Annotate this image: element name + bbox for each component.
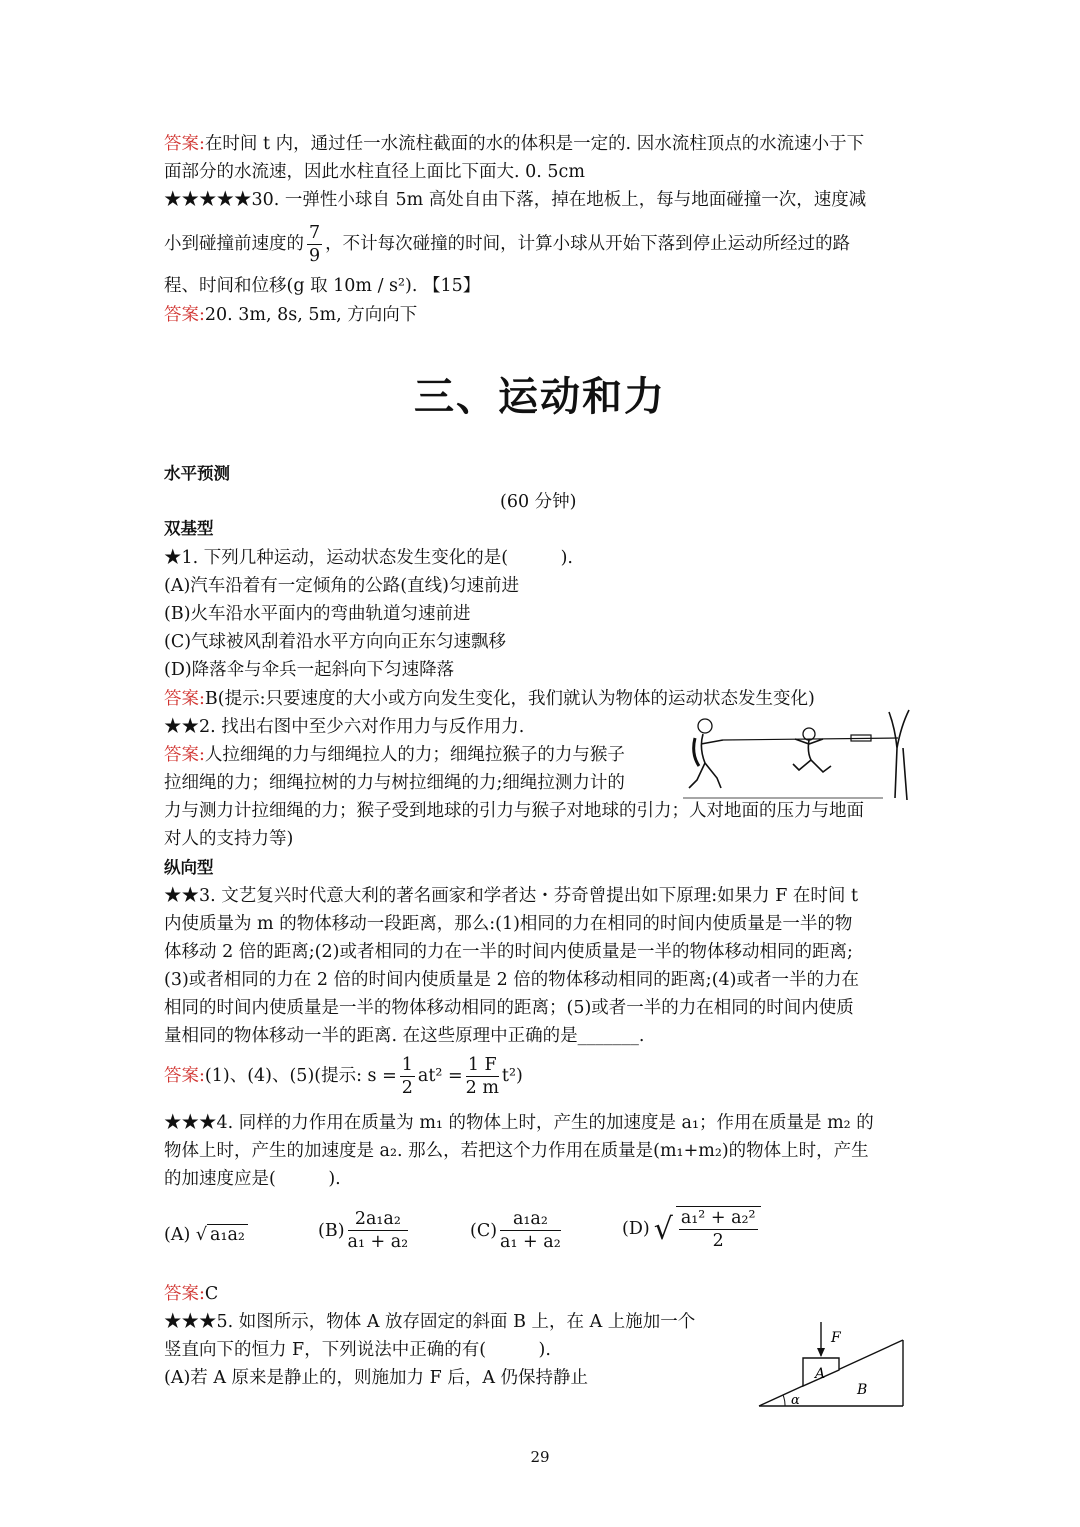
answer-text: 20. 3m, 8s, 5m, 方向向下 <box>204 305 418 325</box>
text-line: 竖直向下的恒力 F，下列说法中正确的有( ). <box>164 1340 551 1360</box>
text-line: 相同的时间内使质量是一半的物体移动相同的距离；(5)或者一半的力在相同的时间内使质 <box>164 998 854 1018</box>
text-line: (A)若 A 原来是静止的，则施加力 F 后，A 仍保持静止 <box>164 1368 589 1388</box>
text-line: 物体上时，产生的加速度是 a₂. 那么，若把这个力作用在质量是(m₁+m₂)的物体上时，产生 <box>164 1141 869 1161</box>
label-A: A <box>815 1366 826 1382</box>
denominator: 2 <box>401 1078 413 1098</box>
option-label: (B) <box>318 1220 345 1241</box>
duration: (60 分钟) <box>500 492 577 512</box>
option-label: (A) <box>164 1225 191 1245</box>
subsection-heading: 双基型 <box>164 519 214 538</box>
fraction <box>307 222 322 267</box>
denominator: a₁ + a₂ <box>347 1232 409 1252</box>
text-line: 量相同的物体移动一半的距离. 在这些原理中正确的是_______. <box>164 1026 645 1046</box>
answer-label: 答案: <box>164 745 205 765</box>
text-line: 程、时间和位移(g 取 10m / s²). 【15】 <box>164 276 481 296</box>
label-alpha: α <box>791 1393 800 1408</box>
text-line: 体移动 2 倍的距离;(2)或者相同的力在一半的时间内使质量是一半的物体移动相同的距离; <box>164 942 853 962</box>
text-line: 内使质量为 m 的物体移动一段距离，那么:(1)相同的力在相同的时间内使质量是一半的物 <box>164 914 853 934</box>
question-5: ★★★5. 如图所示，物体 A 放存固定的斜面 B 上，在 A 上施加一个 <box>164 1312 696 1332</box>
text-segment: 小到碰撞前速度的 <box>164 234 304 254</box>
subsection-heading: 纵向型 <box>164 858 214 877</box>
text-line <box>164 222 850 267</box>
numerator: 1 <box>401 1055 413 1075</box>
answer-label: 答案: <box>164 689 205 709</box>
answer-line <box>164 1053 523 1099</box>
text-line: 的加速度应是( ). <box>164 1169 341 1189</box>
formula-segment: t²) <box>501 1066 523 1086</box>
option-d: (D)降落伞与伞兵一起斜向下匀速降落 <box>164 660 455 680</box>
fraction <box>348 1208 409 1253</box>
numerator: a₁² + a₂² <box>680 1208 756 1228</box>
sqrt-symbol: √ <box>653 1211 673 1247</box>
page-number: 29 <box>530 1448 550 1466</box>
answer-line <box>164 741 625 769</box>
answer-label: 答案: <box>164 1066 205 1086</box>
text-segment: ，不计每次碰撞的时间，计算小球从开始下落到停止运动所经过的路 <box>325 234 851 254</box>
answer-line <box>164 130 864 158</box>
man-monkey-tree-figure <box>683 708 923 806</box>
text-line: (3)或者相同的力在 2 倍的时间内使质量是 2 倍的物体移动相同的距离;(4)或者一半的力在 <box>164 970 859 990</box>
answer-text: C <box>204 1284 219 1304</box>
fraction <box>500 1208 561 1253</box>
numerator: a₁a₂ <box>500 1208 561 1231</box>
text-line: 拉细绳的力；细绳拉树的力与树拉细绳的力;细绳拉测力计的 <box>164 773 625 793</box>
section-heading: 水平预测 <box>164 464 230 483</box>
answer-line <box>164 1280 218 1308</box>
q4-option-d <box>622 1206 764 1252</box>
question-3: ★★3. 文艺复兴时代意大利的著名画家和学者达・芬奇曾提出如下原理:如果力 F 在时间 t <box>164 886 859 906</box>
label-F: F <box>831 1330 841 1346</box>
text-line: 对人的支持力等) <box>164 829 294 849</box>
radicand: a₁a₂ <box>207 1224 248 1245</box>
question-30: ★★★★★30. 一弹性小球自 5m 高处自由下落，掉在地板上，每与地面碰撞一次，速度减 <box>164 190 867 210</box>
q4-option-c <box>470 1208 564 1253</box>
option-a: (A)汽车沿着有一定倾角的公路(直线)匀速前进 <box>164 576 519 596</box>
question-4: ★★★4. 同样的力作用在质量为 m₁ 的物体上时，产生的加速度是 a₁；作用在质量是 m₂ 的 <box>164 1113 874 1133</box>
formula-segment: at² = <box>417 1066 463 1086</box>
answer-text: B(提示:只要速度的大小或方向发生变化，我们就认为物体的运动状态发生变化) <box>204 689 815 709</box>
text-line: 力与测力计拉细绳的力；猴子受到地球的引力与猴子对地球的引力；人对地面的压力与地面 <box>164 801 864 821</box>
option-b: (B)火车沿水平面内的弯曲轨道匀速前进 <box>164 604 471 624</box>
option-label: (C) <box>470 1220 498 1241</box>
question-2: ★★2. 找出右图中至少六对作用力与反作用力. <box>164 717 525 737</box>
q4-option-a: (A) √ a₁a₂ <box>164 1224 248 1245</box>
denominator: a₁ + a₂ <box>500 1232 561 1252</box>
fraction <box>676 1206 761 1252</box>
numerator: 1 F <box>466 1054 499 1077</box>
denominator: 2 <box>712 1231 724 1251</box>
answer-label: 答案: <box>164 305 205 325</box>
numerator: 2a₁a₂ <box>348 1208 409 1231</box>
option-label: (D) <box>622 1219 650 1239</box>
answer-label: 答案: <box>164 1284 205 1304</box>
question-1: ★1. 下列几种运动，运动状态发生变化的是( ). <box>164 548 573 568</box>
fraction <box>466 1054 499 1099</box>
q4-option-b <box>318 1208 411 1253</box>
option-c: (C)气球被风刮着沿水平方向向正东匀速飘移 <box>164 632 507 652</box>
answer-text: 人拉细绳的力与细绳拉人的力；细绳拉猴子的力与猴子 <box>204 745 625 765</box>
fraction <box>400 1054 415 1099</box>
numerator: 7 <box>309 223 321 243</box>
answer-text: 在时间 t 内，通过任一水流柱截面的水的体积是一定的. 因水流柱顶点的水流速小于下 <box>204 134 865 154</box>
label-B: B <box>857 1382 868 1398</box>
incline-figure <box>755 1318 907 1413</box>
answer-line <box>164 301 417 329</box>
answer-label: 答案: <box>164 134 205 154</box>
text-line: 面部分的水流速，因此水柱直径上面比下面大. 0. 5cm <box>164 162 585 182</box>
answer-text: (1)、(4)、(5)(提示: s = <box>204 1066 397 1086</box>
denominator: 2 m <box>465 1078 499 1098</box>
denominator: 9 <box>309 246 321 266</box>
chapter-title: 三、运动和力 <box>414 374 666 420</box>
